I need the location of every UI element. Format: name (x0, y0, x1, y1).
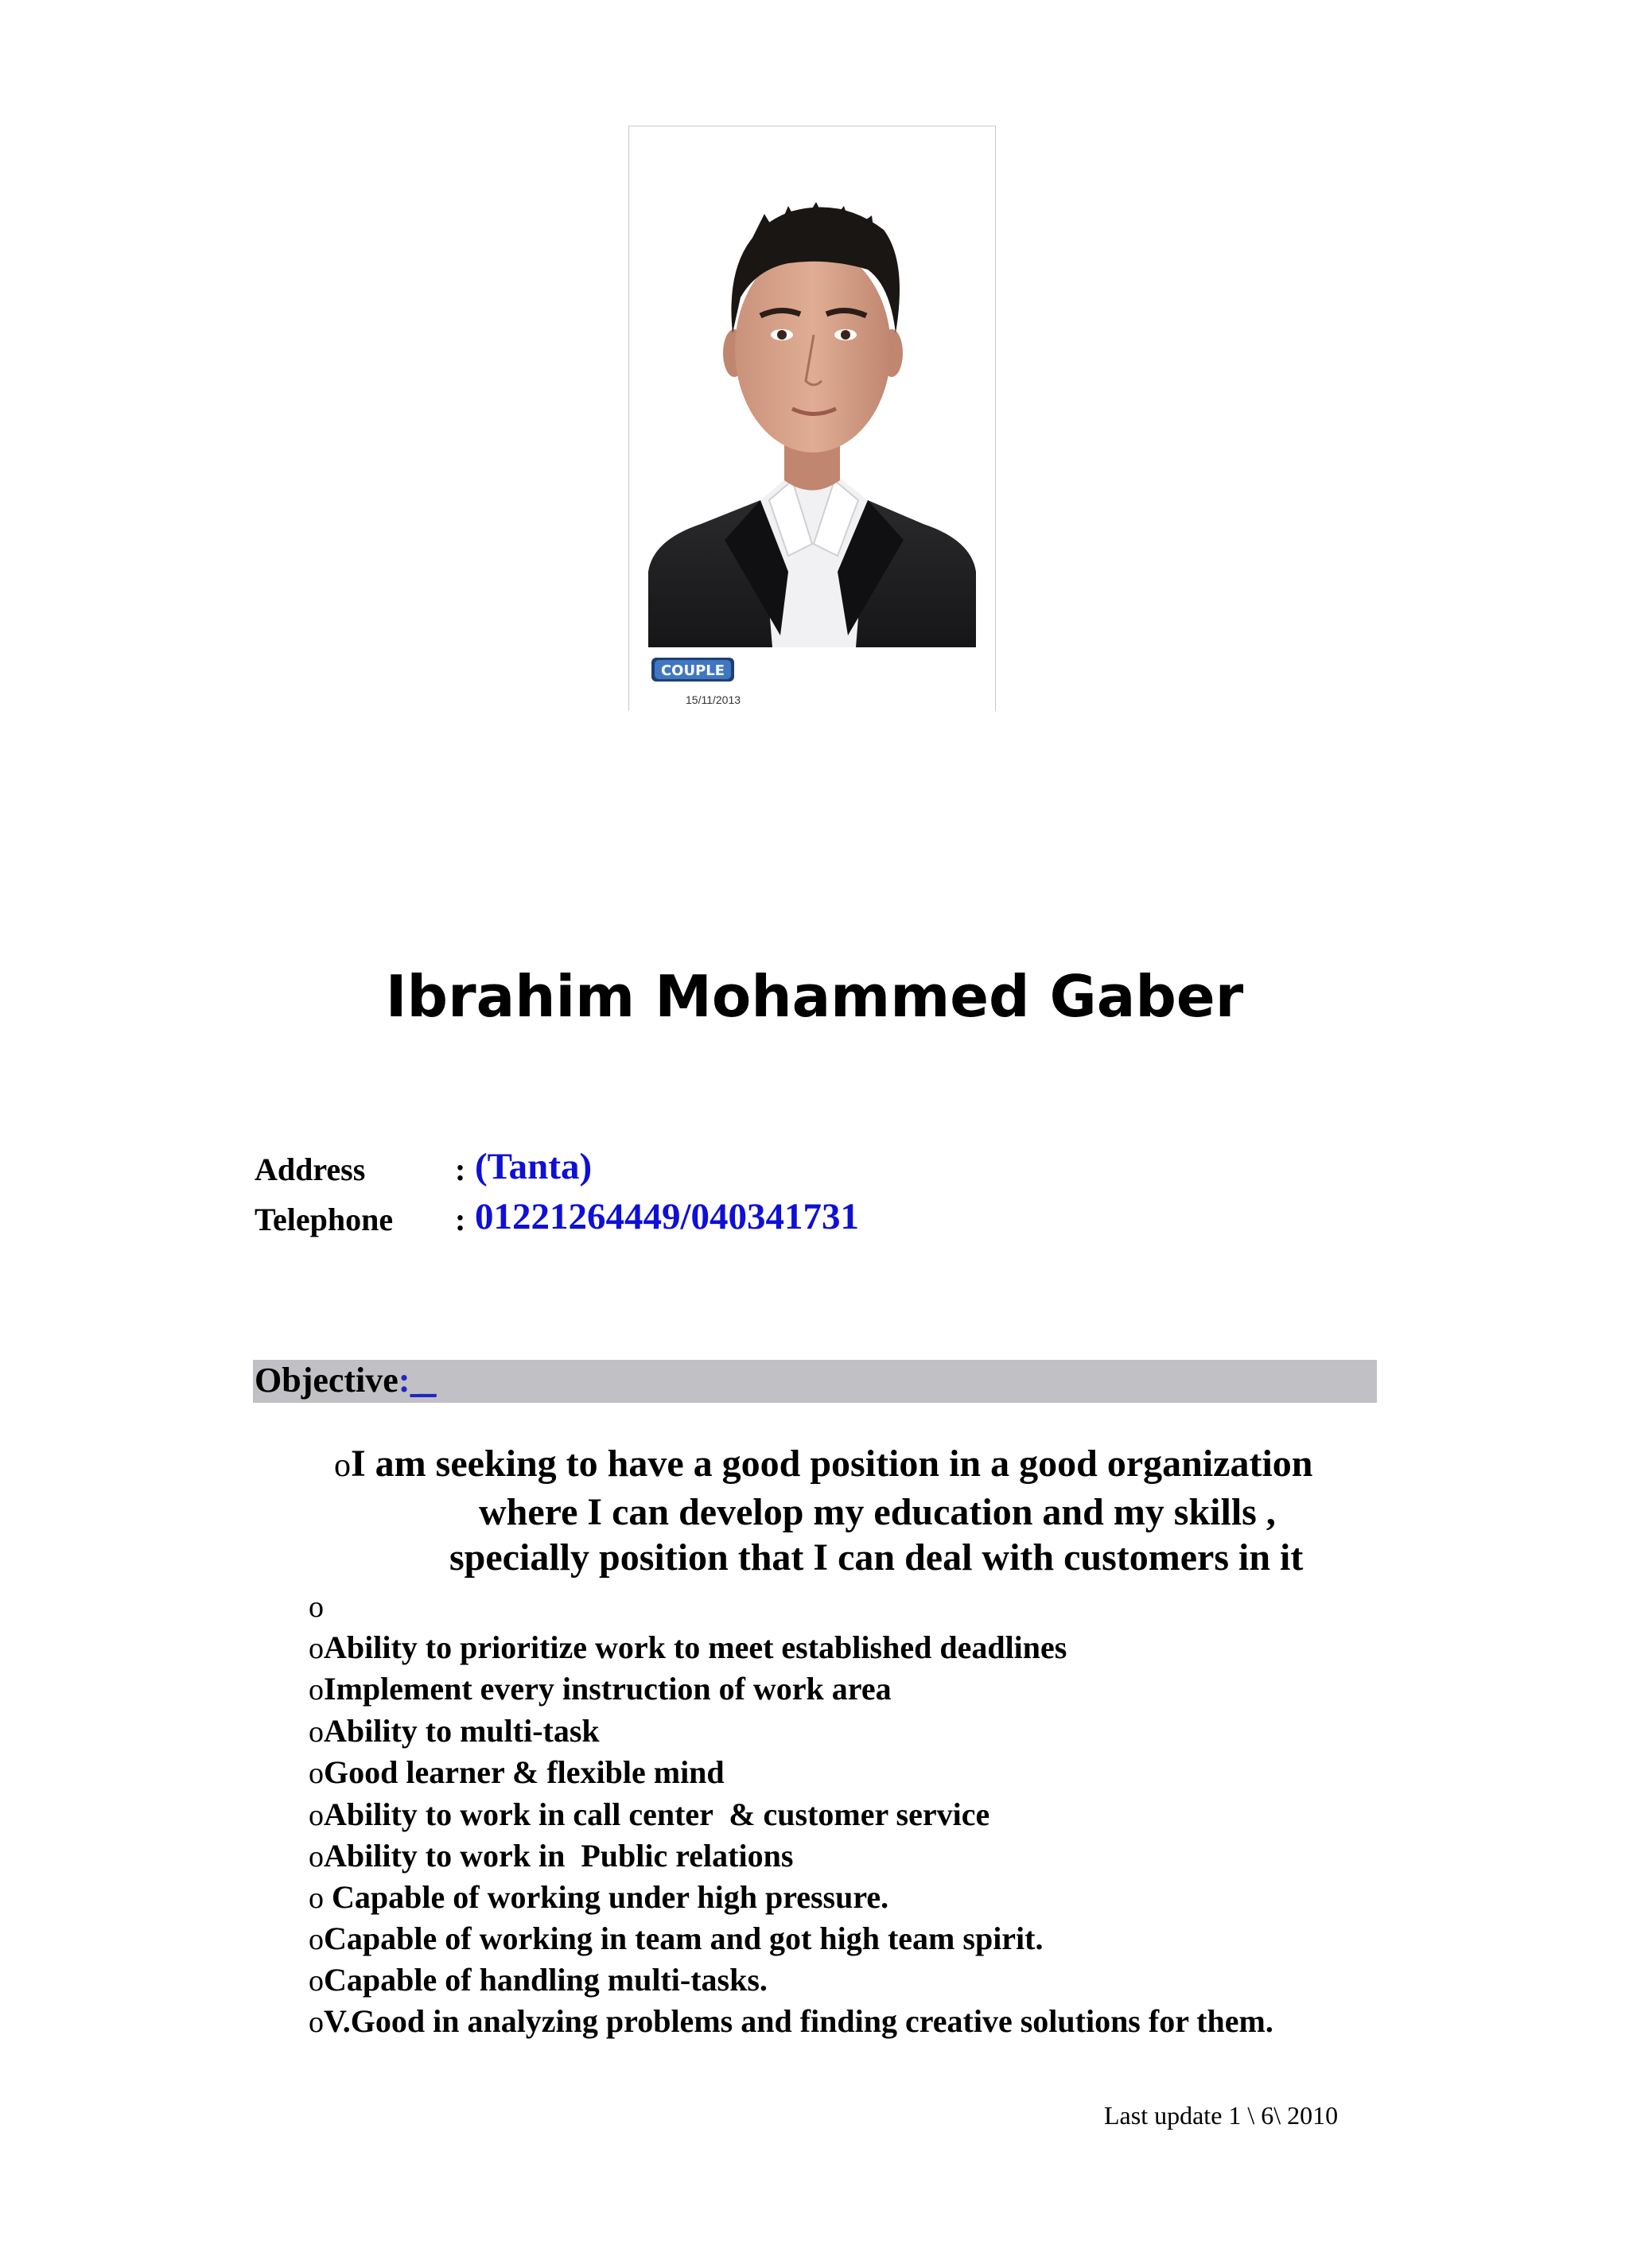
skill-item-1: oAbility to prioritize work to meet established deadlines (309, 1629, 1067, 1665)
skill-item-5: oAbility to work in call center & customer service (309, 1796, 990, 1832)
skill-item-0: o (309, 1590, 324, 1624)
skill-item-10: oV.Good in analyzing problems and finding creative solutions for them. (309, 2003, 1273, 2039)
objective-line-3: specially position that I can deal with customers in it (449, 1536, 1304, 1579)
skill-item-8: oCapable of working in team and got high team spirit. (309, 1920, 1044, 1956)
objective-colon: : (398, 1361, 410, 1400)
bullet: o (334, 1447, 351, 1484)
skill-item-9: oCapable of handling multi-tasks. (309, 1962, 768, 1998)
telephone-colon: : (455, 1202, 466, 1237)
objective-heading (255, 1357, 436, 1404)
profile-photo (628, 126, 996, 711)
telephone-label: Telephone (255, 1202, 394, 1237)
skill-item-7: o Capable of working under high pressure. (309, 1879, 889, 1915)
objective-line-1: oI am seeking to have a good position in a good organization (334, 1443, 1313, 1485)
telephone-value: 01221264449/040341731 (475, 1196, 860, 1237)
photo-date: 15/11/2013 (686, 693, 741, 706)
skill-item-6: oAbility to work in Public relations (309, 1838, 794, 1874)
last-update: Last update 1 \ 6\ 2010 (1104, 2101, 1339, 2130)
photo-brand: COUPLE (660, 662, 725, 679)
objective-line-2: where I can develop my education and my skills , (479, 1491, 1276, 1533)
skill-item-3: oAbility to multi-task (309, 1713, 600, 1749)
address-colon: : (455, 1151, 466, 1187)
address-label: Address (255, 1151, 366, 1187)
objective-title: Objective (255, 1361, 399, 1400)
portrait-image (629, 126, 995, 712)
objective-underscore: _ (410, 1361, 437, 1400)
candidate-name: Ibrahim Mohammed Gaber (385, 963, 1244, 1030)
skill-item-2: oImplement every instruction of work area (309, 1671, 892, 1707)
skill-item-4: oGood learner & flexible mind (309, 1754, 725, 1790)
address-value: (Tanta) (475, 1146, 593, 1187)
